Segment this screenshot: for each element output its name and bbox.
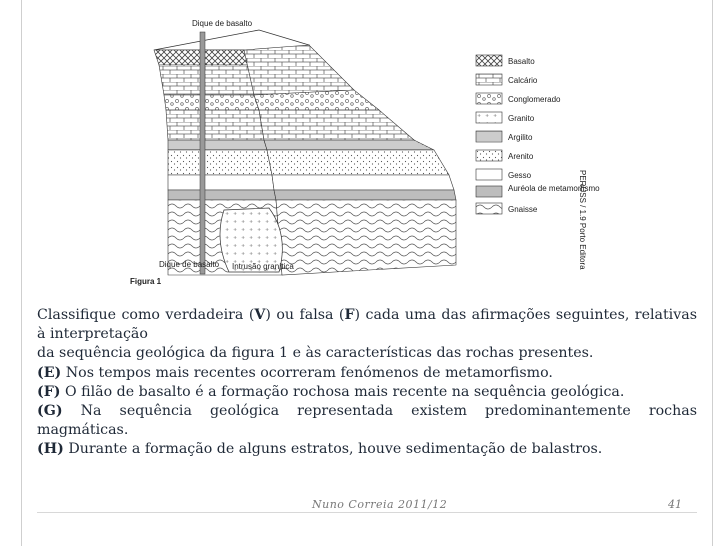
statement-f: (F) O filão de basalto é a formação rochosa mais recente na sequência geológica.	[37, 383, 625, 400]
legend-label-basalto: Basalto	[508, 57, 535, 66]
figure-legend	[476, 55, 600, 270]
geology-figure-svg	[104, 10, 604, 295]
statement-e: (E) Nos tempos mais recentes ocorreram fenómenos de metamorfismo.	[37, 364, 553, 381]
label-dike: Dique de basalto	[159, 260, 220, 269]
footer-divider	[37, 512, 697, 513]
block-diagram	[154, 30, 456, 275]
legend-label-argilito: Argilito	[508, 133, 533, 142]
question-block	[37, 306, 697, 460]
figure-credit: PERUSS / 1.9 Porto Editora	[578, 170, 587, 270]
page-number: 41	[668, 498, 682, 511]
frame-line-right	[712, 0, 713, 546]
legend-label-gnaisse: Gnaisse	[508, 205, 538, 214]
legend-label-conglomerado: Conglomerado	[508, 95, 561, 104]
statement-g: (G) Na sequência geológica representada existem predominantemente rochas magmáticas.	[37, 403, 697, 439]
question-intro: Classifique como verdadeira (V) ou falsa (F) cada uma das afirmações seguintes, relativas à interpretação	[37, 307, 697, 343]
question-intro-2: da sequência geológica da figura 1 e às características das rochas presentes.	[37, 345, 594, 362]
legend-label-aureola: Auréola de metamorfismo	[508, 184, 600, 193]
label-intrusion: Intrusão granítica	[232, 262, 294, 271]
legend-label-granito: Granito	[508, 114, 535, 123]
label-dike-top: Dique de basalto	[192, 19, 253, 28]
legend-label-arenito: Arenito	[508, 152, 534, 161]
legend-label-gesso: Gesso	[508, 171, 532, 180]
legend-label-calcario: Calcário	[508, 76, 538, 85]
figure-caption: Figura 1	[130, 277, 162, 286]
statement-h: (H) Durante a formação de alguns estratos, houve sedimentação de balastros.	[37, 441, 603, 458]
frame-line-left	[21, 0, 22, 546]
footer-author: Nuno Correia 2011/12	[312, 498, 448, 511]
geology-figure	[104, 10, 604, 295]
